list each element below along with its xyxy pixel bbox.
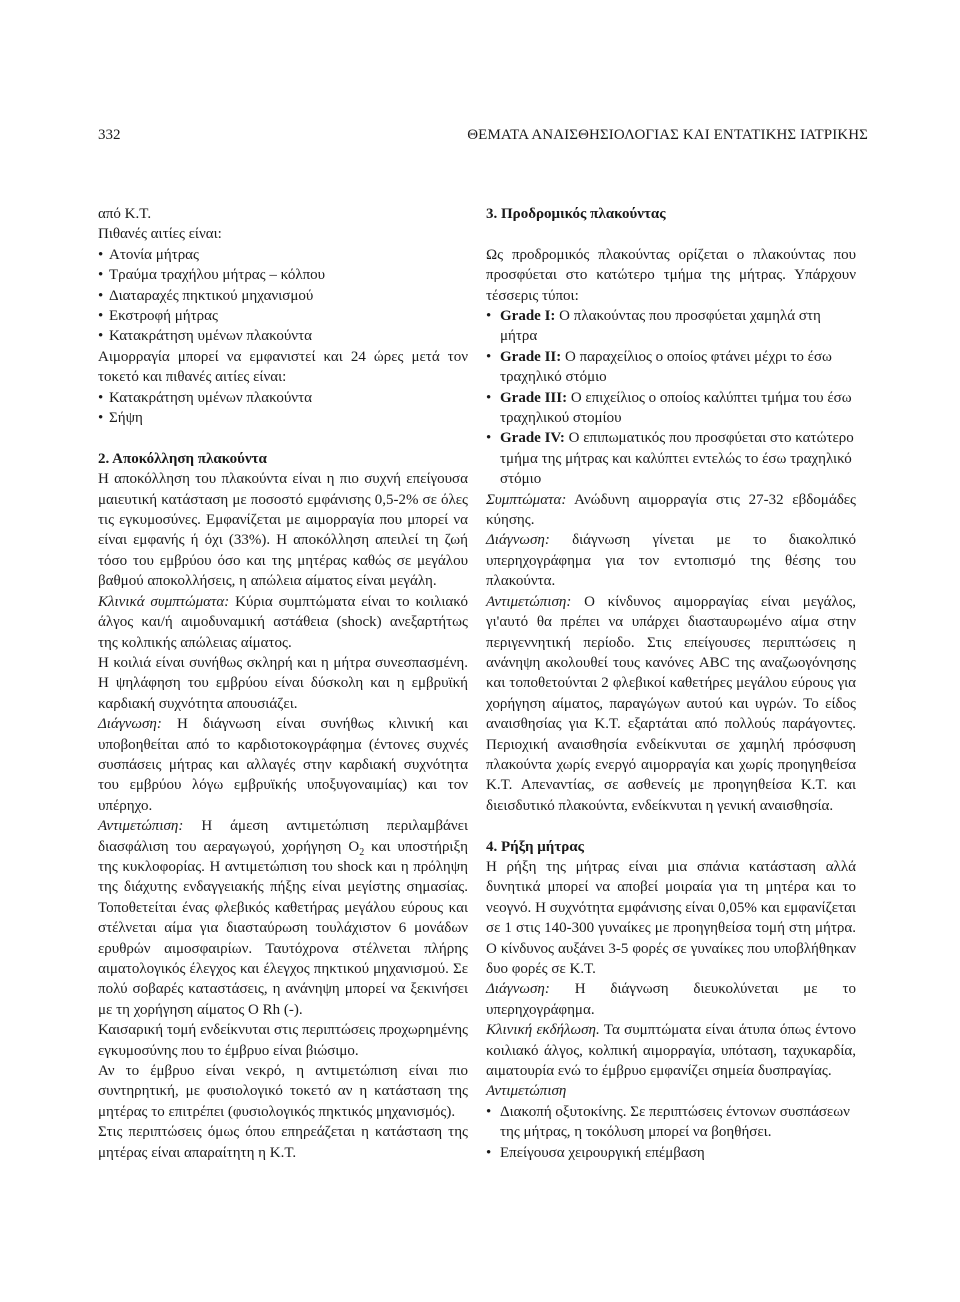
late-cause-item: • Κατακράτηση υμένων πλακούντα (98, 388, 468, 408)
abruption-paragraph: Αν το έμβρυο είναι νεκρό, η αντιμετώπιση είναι πιο συντηρητική, με φυσιολογικό τοκετό αν η κατάσταση της μητέρας το επιτρέπει (φυσιολογικός πηκτικός μηχανισμός). (98, 1063, 468, 1120)
grade-text: Ο επιπωματικός που προσφύεται στο κατώτερο τμήμα της μήτρας και καλύπτει εντελώς το έσω τραχηλικό στόμιο (500, 430, 854, 488)
treatment-item: • Επείγουσα χειρουργική επέμβαση (486, 1143, 856, 1163)
treatment-item: • Διακοπή οξυτοκίνης. Σε περιπτώσεις έντονων συσπάσεων της μήτρας, η τοκόλυση μπορεί να βοηθήσει. (486, 1102, 856, 1143)
page-number: 332 (98, 127, 121, 143)
treatment-text: Η άμεση αντιμετώπιση περιλαμβάνει διασφάλιση του αεραγωγού, χορήγηση O (98, 818, 468, 855)
diagnosis-text: Η διάγνωση είναι συνήθως κλινική και υποβοηθείται από το καρδιοτοκογράφημα (έντονες συχνές συσπάσεις μήτρας και αλλαγές στην καρδιακή συχνότητα του εμβρύου λόγω εμβρυϊκής υποξυγοναιμίας) και τον υπέρηχο. (98, 716, 468, 814)
section-heading-abruption: 2. Αποκόλληση πλακούντα (98, 450, 267, 467)
grade-item (486, 428, 856, 489)
grade-label: Grade II: (500, 348, 562, 365)
clinical-label: Κλινική εκδήλωση. (486, 1022, 600, 1039)
grade-item (486, 388, 856, 429)
cause-item: • Διαταραχές πηκτικού μηχανισμού (98, 286, 468, 306)
rupture-paragraph: Η ρήξη της μήτρας είναι μια σπάνια κατάσταση αλλά δυνητικά μπορεί να αποβεί μοιραία για τη μητέρα και το νεογνό. Η συχνότητα εμφάνισης είναι 0,05% και εμφανίζεται σε 1 στις 140-300 γυναίκες με προηγηθείσα τομή στη μήτρα. Ο κίνδυνος αυξάνει 3-5 φορές σε γυναίκες που υποβλήθηκαν δυο φορές σε Κ.Τ. (486, 858, 856, 977)
cause-item: • Εκστροφή μήτρας (98, 306, 468, 326)
treatment-text-cont: και υποστήριξη της κυκλοφορίας. Η αντιμετώπιση του shock και η πρόληψη της διάχυτης ενδαγγειακής πήξης είναι μεγίστης σημασίας. Τοποθετείται ένας φλεβικός καθετήρας μεγάλου εύρους και στέλνεται αίμα για διασταύρωση τουλάχιστον 6 μονάδων ερυθρών αιμοσφαιρίων. Ταυτόχρονα στέλνεται πλήρης αιματολογικός έλεγχος και έλεγχος πηκτικού μηχανισμού. Σε πολύ σοβαρές καταστάσεις, η ανάνηψη μπορεί να ξεκινήσει με τη χορήγηση αίματος O Rh (-). (98, 838, 468, 1018)
rupture-treatment-label: Αντιμετώπιση (486, 1083, 567, 1100)
clinical-text: Κύρια συμπτώματα είναι το κοιλιακό άλγος και/ή αιμοδυναμική αστάθεια (shock) ανεξαρτήτως της κολπικής απώλειας αίματος. (98, 593, 468, 651)
abruption-clinical (98, 592, 468, 653)
cause-item: • Κατακράτηση υμένων πλακούντα (98, 326, 468, 346)
grade-text: Ο παραχείλιος ο οποίος φτάνει μέχρι το έσω τραχηλικό στόμιο (500, 348, 832, 386)
grade-label: Grade I: (500, 308, 556, 325)
left-column (98, 204, 468, 1163)
abruption-treatment (98, 816, 468, 1020)
abruption-diagnosis (98, 714, 468, 816)
rupture-clinical (486, 1020, 856, 1081)
cause-item: • Τραύμα τραχήλου μήτρας – κόλπου (98, 265, 468, 285)
section-heading-previa: 3. Προδρομικός πλακούντας (486, 206, 666, 222)
abruption-paragraph: Καισαρική τομή ενδείκνυται στις περιπτώσεις προχωρημένης εγκυμοσύνης που το έμβρυο είναι βιώσιμο. (98, 1022, 468, 1059)
page-header (98, 124, 868, 146)
late-bleeding-text: Αιμορραγία μπορεί να εμφανιστεί και 24 ώρες μετά τον τοκετό και πιθανές αιτίες είναι: (98, 348, 468, 386)
treatment-label: Αντιμετώπιση: (486, 593, 572, 610)
diagnosis-text: Η διάγνωση διευκολύνεται με το υπερηχογράφημα. (486, 981, 856, 1018)
abruption-paragraph: Στις περιπτώσεις όμως όπου επηρεάζεται η κατάσταση της μητέρας είναι απαραίτητη η Κ.Τ. (98, 1124, 468, 1161)
diagnosis-label: Διάγνωση: (486, 532, 550, 549)
diagnosis-text: διάγνωση γίνεται με το διακολπικό υπερηχογράφημα για τον εντοπισμό της θέσης του πλακούντα. (486, 532, 856, 590)
symptoms-text: Ανώδυνη αιμορραγία στις 27-32 εβδομάδες κύησης. (486, 491, 856, 529)
abruption-paragraph: Η αποκόλληση του πλακούντα είναι η πιο συχνή επείγουσα μαιευτική κατάσταση με ποσοστό εμφάνισης 0,5-2% σε όλες τις εγκυμοσύνες. Εμφανίζεται με αιμορραγία που μπορεί να είναι εμφανής ή όχι (33%). Η αποκόλληση απειλεί τη ζωή τόσο του εμβρύου όσο και της μητέρας καθώς σε μεγάλου βαθμού αποκολλήσεις, η απώλεια αίματος είναι μεγάλη. (98, 471, 468, 590)
symptoms-label: Συμπτώματα: (486, 491, 567, 508)
cause-item: • Ατονία μήτρας (98, 245, 468, 265)
oxygen-subscript: 2 (359, 846, 365, 858)
grade-item (486, 306, 856, 347)
diagnosis-label: Διάγνωση: (486, 981, 550, 998)
section-heading-rupture: 4. Ρήξη μήτρας (486, 838, 584, 855)
grade-label: Grade IV: (500, 430, 565, 447)
grade-text: Ο πλακούντας που προσφύεται χαμηλά στη μήτρα (500, 308, 821, 345)
previa-symptoms (486, 490, 856, 531)
late-cause-item: • Σήψη (98, 408, 468, 428)
abruption-paragraph: Η κοιλιά είναι συνήθως σκληρή και η μήτρα συνεσπασμένη. Η ψηλάφηση του εμβρύου είναι δύσκολη και η εμβρυϊκή καρδιακή συχνότητα απουσιάζει. (98, 654, 468, 712)
previa-paragraph: Ως προδρομικός πλακούντας ορίζεται ο πλακούντας που προσφύεται στο κατώτερο τμήμα της μήτρας. Υπάρχουν τέσσερις τύποι: (486, 246, 856, 304)
diagnosis-label: Διάγνωση: (98, 716, 162, 733)
grade-item (486, 347, 856, 388)
rupture-diagnosis (486, 979, 856, 1020)
treatment-label: Αντιμετώπιση: (98, 818, 184, 835)
grade-label: Grade III: (500, 389, 568, 406)
causes-label: Πιθανές αιτίες είναι: (98, 226, 222, 243)
intro-text: από Κ.Τ. (98, 206, 152, 222)
grade-text: Ο επιχείλιος ο οποίος καλύπτει τμήμα του έσω τραχηλικού στομίου (500, 389, 852, 427)
previa-diagnosis (486, 530, 856, 591)
running-title: ΘΕΜΑΤΑ ΑΝΑΙΣΘΗΣΙΟΛΟΓΙΑΣ ΚΑΙ ΕΝΤΑΤΙΚΗΣ ΙΑΤΡΙΚΗΣ (467, 127, 868, 143)
previa-treatment (486, 592, 856, 816)
clinical-text: Τα συμπτώματα είναι άτυπα όπως έντονο κοιλιακό άλγος, κολπική αιμορραγία, υπόταση, ταχυκαρδία, αιματουρία ενώ το έμβρυο εμφανίζει σημεία δυσπραγίας. (486, 1022, 856, 1080)
clinical-label: Κλινικά συμπτώματα: (98, 593, 230, 610)
right-column (486, 204, 856, 1163)
treatment-text: Ο κίνδυνος αιμορραγίας είναι μεγάλος, γι'αυτό θα πρέπει να υπάρχει διασταυρωμένο αίμα στην περιγεννητική περίοδο. Στις επείγουσες περιπτώσεις η ανάνηψη ακολουθεί τους κανόνες ABC της αναζωογόνησης και τοποθετούνται 2 φλεβικοί καθετήρες μεγάλου εύρους για χορήγηση αίματος, παραγώγων αυτού και υγρών. Το είδος αναισθησίας για Κ.Τ. εξαρτάται από πολλούς παράγοντες. Περιοχική αναισθησία ενδείκνυται σε χαμηλή πρόσφυση πλακούντα χωρίς ενεργό αιμορραγία και χωρίς προηγηθείσα Κ.Τ. Απεναντίας, σε ασθενείς με προηγηθείσα Κ.Τ. και διεισδυτικό πλακούντα, ενδείκνυται η γενική αναισθησία. (486, 593, 856, 814)
